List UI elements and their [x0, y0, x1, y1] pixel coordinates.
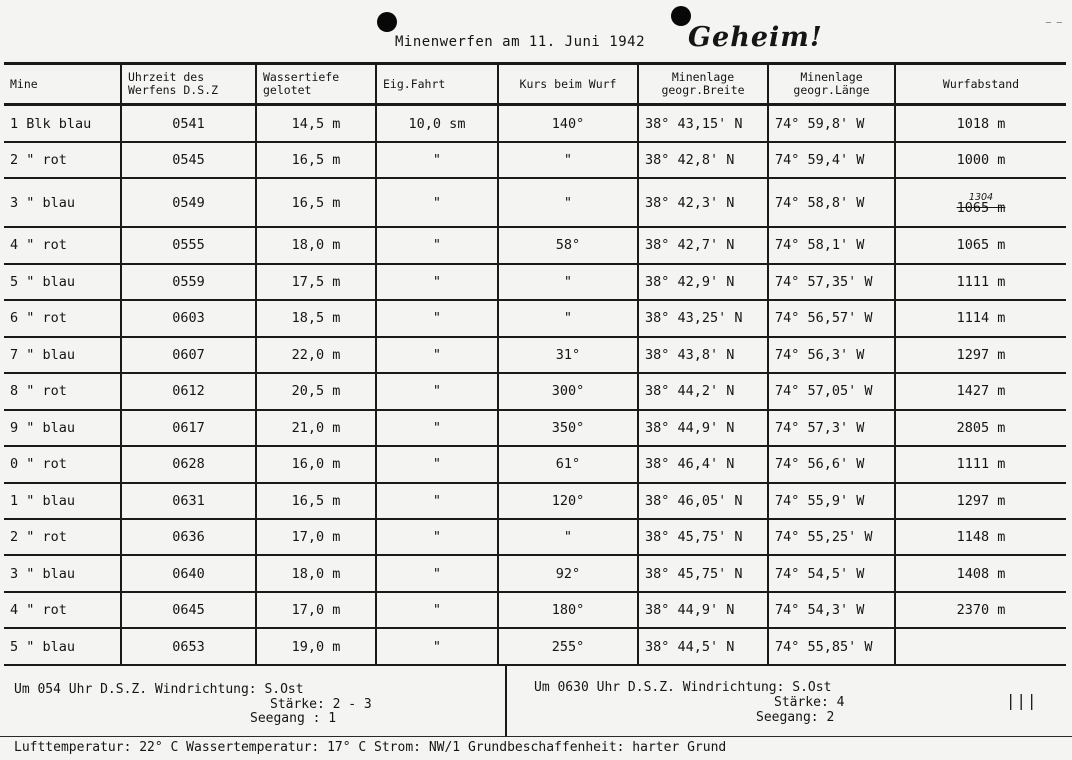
mine-cell: 3 " blau	[4, 555, 121, 591]
longitude-cell: 74° 57,3' W	[768, 410, 895, 446]
header-time: Uhrzeit des Werfens D.S.Z	[121, 64, 256, 105]
secret-stamp: Geheim!	[688, 22, 823, 53]
longitude-cell: 74° 56,6' W	[768, 446, 895, 482]
latitude-cell: 38° 43,8' N	[638, 337, 768, 373]
latitude-cell: 38° 45,75' N	[638, 555, 768, 591]
header-course: Kurs beim Wurf	[498, 64, 638, 105]
footer-right-sea: Seegang: 2	[756, 710, 835, 725]
time-cell: 0653	[121, 628, 256, 665]
distance-cell: 1408 m	[895, 555, 1066, 591]
distance-cell: 1297 m	[895, 483, 1066, 519]
mine-cell: 3 " blau	[4, 178, 121, 227]
table-row	[4, 483, 1066, 519]
depth-cell: 17,5 m	[256, 264, 376, 300]
longitude-cell: 74° 56,57' W	[768, 300, 895, 336]
distance-cell	[895, 178, 1066, 227]
latitude-cell: 38° 44,2' N	[638, 373, 768, 409]
latitude-cell: 38° 42,9' N	[638, 264, 768, 300]
table-row	[4, 373, 1066, 409]
table-row	[4, 592, 1066, 628]
table-row	[4, 142, 1066, 178]
course-cell: "	[498, 264, 638, 300]
longitude-cell: 74° 54,5' W	[768, 555, 895, 591]
longitude-cell: 74° 58,1' W	[768, 227, 895, 263]
mine-cell: 4 " rot	[4, 227, 121, 263]
distance-cell: 1148 m	[895, 519, 1066, 555]
footer-left-strength: Stärke: 2 - 3	[270, 697, 372, 712]
distance-cell: 2805 m	[895, 410, 1066, 446]
latitude-cell: 38° 42,8' N	[638, 142, 768, 178]
distance-cell: 1114 m	[895, 300, 1066, 336]
depth-cell: 16,5 m	[256, 142, 376, 178]
time-cell: 0541	[121, 105, 256, 143]
document-title: Minenwerfen am 11. Juni 1942	[395, 34, 646, 50]
longitude-cell: 74° 54,3' W	[768, 592, 895, 628]
distance-cell: 1111 m	[895, 446, 1066, 482]
mine-cell: 2 " rot	[4, 142, 121, 178]
distance-cell: 1065 m	[895, 227, 1066, 263]
latitude-cell: 38° 45,75' N	[638, 519, 768, 555]
course-cell: 350°	[498, 410, 638, 446]
speed-cell: "	[376, 227, 498, 263]
mine-cell: 5 " blau	[4, 264, 121, 300]
footer-right-strength: Stärke: 4	[774, 695, 845, 710]
latitude-cell: 38° 44,9' N	[638, 410, 768, 446]
header-longitude: Minenlage geogr.Länge	[768, 64, 895, 105]
distance-cell: 1018 m	[895, 105, 1066, 143]
header-speed: Eig.Fahrt	[376, 64, 498, 105]
time-cell: 0545	[121, 142, 256, 178]
speed-cell: "	[376, 628, 498, 665]
depth-cell: 16,0 m	[256, 446, 376, 482]
speed-cell: "	[376, 592, 498, 628]
distance-cell: 1000 m	[895, 142, 1066, 178]
longitude-cell: 74° 57,35' W	[768, 264, 895, 300]
course-cell: 300°	[498, 373, 638, 409]
time-cell: 0645	[121, 592, 256, 628]
course-cell: 140°	[498, 105, 638, 143]
punch-hole	[377, 12, 397, 32]
table-row	[4, 264, 1066, 300]
depth-cell: 17,0 m	[256, 519, 376, 555]
speed-cell: "	[376, 178, 498, 227]
speed-cell: "	[376, 264, 498, 300]
mine-cell: 1 Blk blau	[4, 105, 121, 143]
speed-cell: "	[376, 555, 498, 591]
footer-divider	[505, 666, 507, 736]
distance-cell: 1297 m	[895, 337, 1066, 373]
table-row	[4, 628, 1066, 665]
course-cell: "	[498, 300, 638, 336]
table-row	[4, 519, 1066, 555]
depth-cell: 19,0 m	[256, 628, 376, 665]
table-row	[4, 227, 1066, 263]
mine-cell: 6 " rot	[4, 300, 121, 336]
time-cell: 0631	[121, 483, 256, 519]
footer-conditions: Lufttemperatur: 22° C Wassertemperatur: 17° C Strom: NW/1 Grundbeschaffenheit: harter Grund	[14, 740, 727, 755]
header-distance: Wurfabstand	[895, 64, 1066, 105]
latitude-cell: 38° 46,05' N	[638, 483, 768, 519]
latitude-cell: 38° 43,15' N	[638, 105, 768, 143]
depth-cell: 18,0 m	[256, 555, 376, 591]
longitude-cell: 74° 58,8' W	[768, 178, 895, 227]
distance-cell	[895, 628, 1066, 665]
header-latitude: Minenlage geogr.Breite	[638, 64, 768, 105]
footer-rule	[0, 736, 1072, 737]
top-right-mark: — —	[1045, 18, 1062, 28]
distance-cell: 1111 m	[895, 264, 1066, 300]
course-cell: 61°	[498, 446, 638, 482]
longitude-cell: 74° 55,9' W	[768, 483, 895, 519]
depth-cell: 17,0 m	[256, 592, 376, 628]
latitude-cell: 38° 43,25' N	[638, 300, 768, 336]
time-cell: 0549	[121, 178, 256, 227]
course-cell: 120°	[498, 483, 638, 519]
depth-cell: 21,0 m	[256, 410, 376, 446]
mine-cell: 5 " blau	[4, 628, 121, 665]
depth-cell: 16,5 m	[256, 178, 376, 227]
speed-cell: "	[376, 337, 498, 373]
longitude-cell: 74° 59,8' W	[768, 105, 895, 143]
course-cell: "	[498, 178, 638, 227]
speed-cell: "	[376, 519, 498, 555]
speed-cell: "	[376, 446, 498, 482]
depth-cell: 16,5 m	[256, 483, 376, 519]
mine-log-table	[4, 62, 1066, 666]
distance-cell: 2370 m	[895, 592, 1066, 628]
mine-cell: 2 " rot	[4, 519, 121, 555]
depth-cell: 14,5 m	[256, 105, 376, 143]
table-row	[4, 446, 1066, 482]
depth-cell: 18,0 m	[256, 227, 376, 263]
footer-left-sea: Seegang : 1	[250, 711, 337, 726]
table-row	[4, 337, 1066, 373]
speed-cell: "	[376, 373, 498, 409]
longitude-cell: 74° 57,05' W	[768, 373, 895, 409]
longitude-cell: 74° 59,4' W	[768, 142, 895, 178]
latitude-cell: 38° 44,9' N	[638, 592, 768, 628]
course-cell: "	[498, 519, 638, 555]
time-cell: 0559	[121, 264, 256, 300]
speed-cell: "	[376, 142, 498, 178]
longitude-cell: 74° 55,85' W	[768, 628, 895, 665]
course-cell: 255°	[498, 628, 638, 665]
struck-value: 1065 m	[956, 199, 1006, 216]
depth-cell: 18,5 m	[256, 300, 376, 336]
table-row	[4, 178, 1066, 227]
mine-cell: 7 " blau	[4, 337, 121, 373]
latitude-cell: 38° 44,5' N	[638, 628, 768, 665]
course-cell: 92°	[498, 555, 638, 591]
time-cell: 0640	[121, 555, 256, 591]
depth-cell: 20,5 m	[256, 373, 376, 409]
latitude-cell: 38° 46,4' N	[638, 446, 768, 482]
time-cell: 0628	[121, 446, 256, 482]
mine-cell: 1 " blau	[4, 483, 121, 519]
footer-right-wind: Um 0630 Uhr D.S.Z. Windrichtung: S.Ost	[534, 680, 832, 695]
speed-cell: "	[376, 410, 498, 446]
table-row	[4, 105, 1066, 143]
mine-cell: 8 " rot	[4, 373, 121, 409]
time-cell: 0555	[121, 227, 256, 263]
header-mine: Mine	[4, 64, 121, 105]
latitude-cell: 38° 42,3' N	[638, 178, 768, 227]
table-row	[4, 300, 1066, 336]
time-cell: 0636	[121, 519, 256, 555]
course-cell: 58°	[498, 227, 638, 263]
footer-left-wind: Um 054 Uhr D.S.Z. Windrichtung: S.Ost	[14, 682, 304, 697]
time-cell: 0607	[121, 337, 256, 373]
time-cell: 0617	[121, 410, 256, 446]
speed-cell: "	[376, 300, 498, 336]
mine-cell: 0 " rot	[4, 446, 121, 482]
speed-cell: 10,0 sm	[376, 105, 498, 143]
depth-cell: 22,0 m	[256, 337, 376, 373]
table-row	[4, 410, 1066, 446]
course-cell: "	[498, 142, 638, 178]
header-depth: Wassertiefe gelotet	[256, 64, 376, 105]
longitude-cell: 74° 56,3' W	[768, 337, 895, 373]
table-row	[4, 555, 1066, 591]
mine-cell: 9 " blau	[4, 410, 121, 446]
time-cell: 0612	[121, 373, 256, 409]
speed-cell: "	[376, 483, 498, 519]
time-cell: 0603	[121, 300, 256, 336]
course-cell: 180°	[498, 592, 638, 628]
mine-cell: 4 " rot	[4, 592, 121, 628]
side-mark: | | |	[1008, 691, 1035, 710]
latitude-cell: 38° 42,7' N	[638, 227, 768, 263]
course-cell: 31°	[498, 337, 638, 373]
distance-cell: 1427 m	[895, 373, 1066, 409]
handwritten-correction: 1304	[968, 191, 994, 203]
longitude-cell: 74° 55,25' W	[768, 519, 895, 555]
table-header-row	[4, 64, 1066, 105]
